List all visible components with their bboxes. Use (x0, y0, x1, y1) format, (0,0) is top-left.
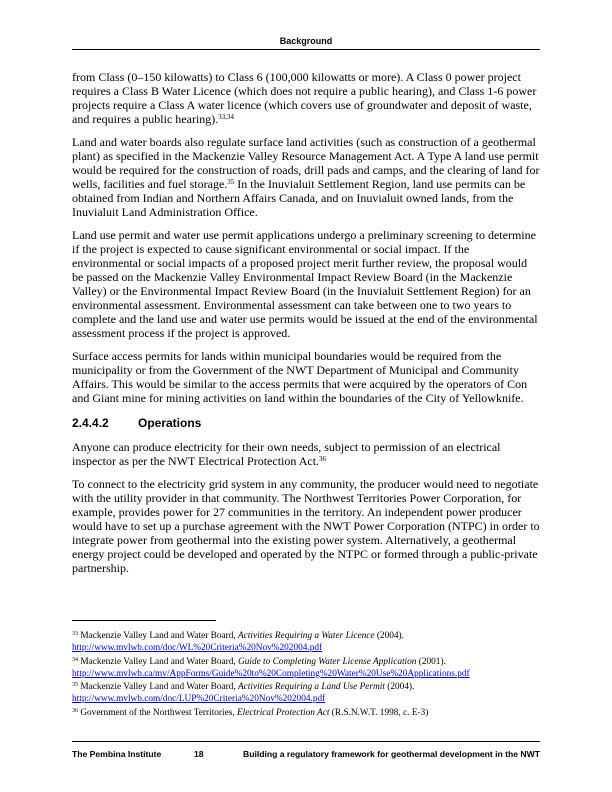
footnote-title: Activities Requiring a Water Licence (238, 631, 375, 641)
footnote-title: Guide to Completing Water License Application (238, 656, 417, 667)
footnote-33 (72, 630, 540, 654)
footnote-text: Mackenzie Valley Land and Water Board, (78, 656, 238, 667)
paragraph-text: In the Inuvialuit Settlement Region, land use permits can be obtained from Indian and Northern Affairs Canada, and on Inuvialuit owned lands, from the Inuvialuit Land Administration Office. (72, 177, 526, 219)
footnote-text: (2004). (384, 682, 415, 692)
body-text (72, 70, 540, 584)
footnote-link[interactable]: http://www.mvlwb.com/doc/WL%20Criteria%20Nov%202004.pdf (72, 643, 323, 653)
footnote-34 (72, 656, 540, 680)
footnote-number: 34 (72, 656, 78, 663)
footnotes (72, 630, 540, 720)
footnote-36 (72, 707, 540, 719)
footnote-text: (R.S.N.W.T. 1998, c. E-3) (329, 707, 429, 718)
footnote-link[interactable]: http://www.mvlwb.ca/mv/AppForms/Guide%20to%20Completing%20Water%20Use%20Applications.pdf (72, 668, 470, 679)
footnote-title: Activities Requiring a Land Use Permit (238, 682, 385, 692)
footnote-35 (72, 681, 540, 705)
section-number: 2.4.4.2 (72, 416, 109, 430)
section-title: Operations (138, 416, 202, 430)
footnote-number: 35 (72, 682, 78, 688)
paragraph-grid-connection: To connect to the electricity grid system in any community, the producer would need to negotiate with the utility provider in that community. The Northwest Territories Power Corporation, for example, provides power for 27 communities in the territory. An independent power producer would have to set up a purchase agreement with the NWT Power Corporation (NTPC) in order to integrate power from geothermal into the existing power system. Alternatively, a geothermal energy project could be developed and operated by the NTPC or formed through a public-private partnership. (72, 477, 540, 575)
paragraph-text: from Class (0–150 kilowatts) to Class 6 (100,000 kilowatts or more). A Class 0 power project requires a Class B Water Licence (which does not require a public hearing), and Class 1-6 power projects require a Class A water licence (which covers use of groundwater and deposit of waste, and requires a public hearing). (72, 70, 537, 126)
footnote-number: 33 (72, 631, 78, 637)
paragraph-own-needs (72, 440, 540, 468)
footnote-ref[interactable]: 35 (227, 178, 235, 186)
footnote-text: (2004). (374, 631, 404, 641)
footnote-ref[interactable]: 33,34 (218, 113, 235, 121)
footnote-link[interactable]: http://www.mvlwb.com/doc/LUP%20Criteria%20Nov%202004.pdf (72, 694, 326, 704)
footnote-ref[interactable]: 36 (319, 455, 327, 463)
footnote-number: 36 (72, 707, 78, 714)
footnote-text: Government of the Northwest Territories, (78, 707, 237, 718)
paragraph-land-use-permits (72, 135, 540, 219)
footnote-text: (2001). (416, 656, 446, 667)
paragraph-text: Land and water boards also regulate surface land activities (such as construction of a geothermal plant) as specified in the Mackenzie Valley Resource Management Act. A Type A land use permit would be required for the construction of roads, drill pads and camps, and the clearing of land for wells, facilities and fuel storage. (72, 135, 540, 191)
running-header: Background (279, 36, 333, 46)
footnote-divider (72, 620, 216, 621)
paragraph-screening: Land use permit and water use permit applications undergo a preliminary screening to determine if the project is expected to cause significant environmental or social impact. If the environmental or social impacts of a proposed project merit further review, the proposal would be passed on the Mackenzie Valley Environmental Impact Review Board (in the Mackenzie Valley) or the Environmental Impact Review Board (in the Inuvialuit Settlement Region) for an environmental assessment. Environmental assessment can take between one to two years to complete and the land use and water use permits would be issued at the end of the environmental assessment process if the project is approved. (72, 228, 538, 340)
footer-divider (72, 741, 540, 742)
paragraph-water-licence-classes (72, 70, 540, 126)
footer-organization: The Pembina Institute (72, 749, 162, 759)
header-divider (72, 49, 540, 50)
footnote-text: Mackenzie Valley Land and Water Board, (78, 631, 238, 641)
page-number: 18 (194, 749, 204, 759)
paragraph-surface-access: Surface access permits for lands within municipal boundaries would be required from the municipality or from the Government of the NWT Department of Municipal and Community Affairs. This would be similar to the access permits that were acquired by the operators of Con and Giant mine for mining activities on land within the boundaries of the City of Yellowknife. (72, 349, 528, 405)
footnote-title: Electrical Protection Act (237, 707, 330, 718)
footer-document-title: Building a regulatory framework for geothermal development in the NWT (242, 749, 540, 759)
footnote-text: Mackenzie Valley Land and Water Board, (78, 682, 238, 692)
section-heading-operations (72, 416, 540, 430)
paragraph-text: Anyone can produce electricity for their own needs, subject to permission of an electrical inspector as per the NWT Electrical Protection Act. (72, 440, 501, 468)
